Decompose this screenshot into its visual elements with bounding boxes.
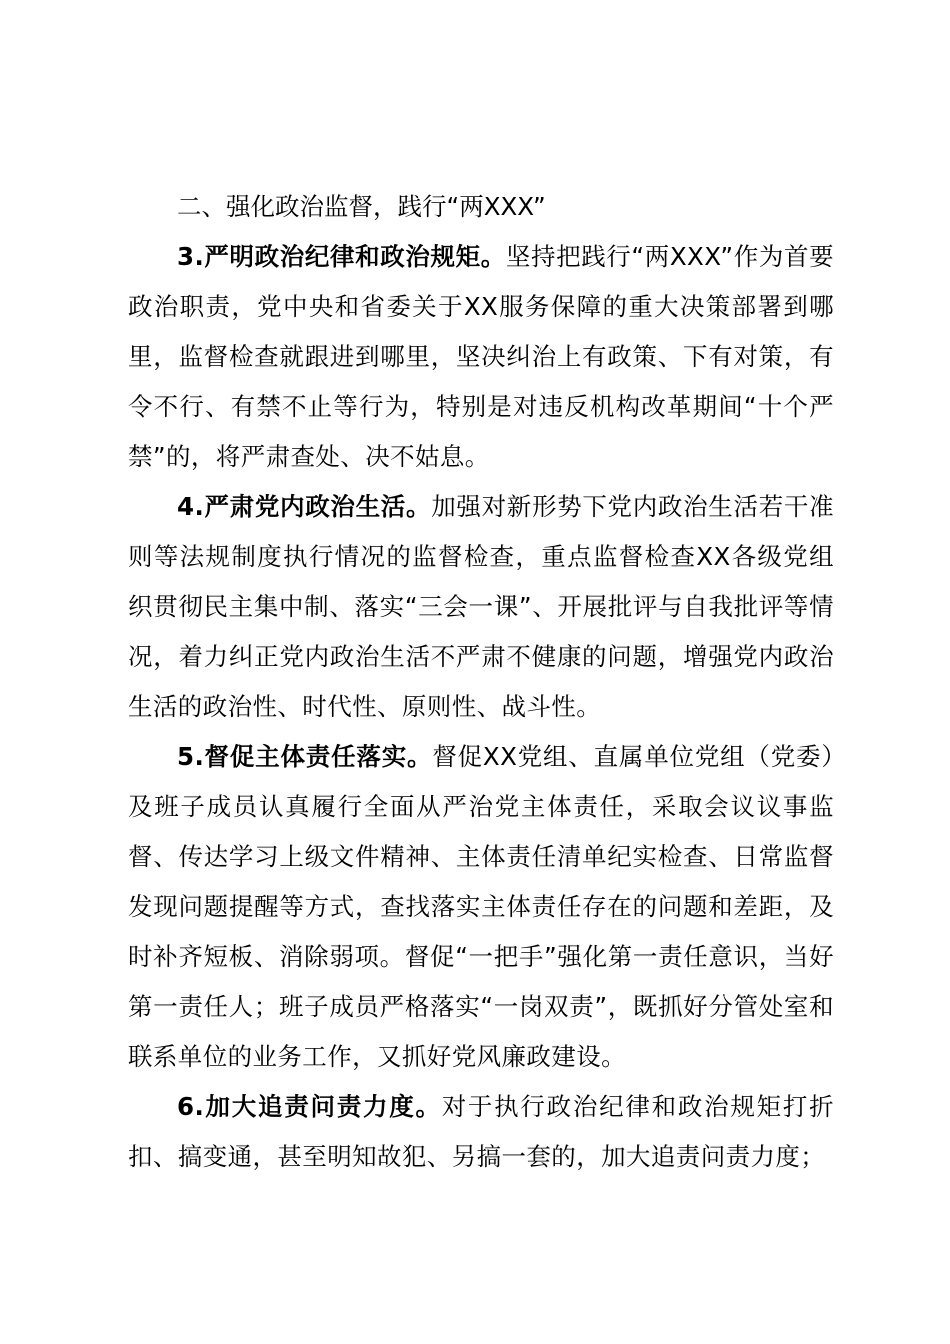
paragraph-lead: 6.加大追责问责力度。 — [177, 1092, 442, 1121]
paragraph-3 — [128, 232, 834, 482]
paragraph-lead: 5.督促主体责任落实。 — [177, 742, 433, 771]
paragraph-6 — [128, 1082, 834, 1182]
paragraph-4 — [128, 482, 834, 732]
document-body — [128, 182, 834, 1182]
paragraph-body: 对于执行政治纪律和政治规矩打折扣、搞变通，甚至明知故犯、另搞一套的，加大追责问责力度； — [128, 1092, 834, 1171]
paragraph-5 — [128, 732, 834, 1082]
paragraph-body: 督促XX党组、直属单位党组（党委）及班子成员认真履行全面从严治党主体责任，采取会议议事监督、传达学习上级文件精神、主体责任清单纪实检查、日常监督发现问题提醒等方式，查找落实主体责任存在的问题和差距，及时补齐短板、消除弱项。督促“一把手”强化第一责任意识，当好第一责任人；班子成员严格落实“一岗双责”，既抓好分管处室和联系单位的业务工作，又抓好党风廉政建设。 — [128, 742, 834, 1071]
section-heading: 二、强化政治监督，践行“两XXX” — [177, 192, 546, 221]
paragraph-body: 加强对新形势下党内政治生活若干准则等法规制度执行情况的监督检查，重点监督检查XX各级党组织贯彻民主集中制、落实“三会一课”、开展批评与自我批评等情况，着力纠正党内政治生活不严肃不健康的问题，增强党内政治生活的政治性、时代性、原则性、战斗性。 — [128, 492, 834, 721]
paragraph-body: 坚持把践行“两XXX”作为首要政治职责，党中央和省委关于XX服务保障的重大决策部署到哪里，监督检查就跟进到哪里，坚决纠治上有政策、下有对策，有令不行、有禁不止等行为，特别是对违反机构改革期间“十个严禁”的，将严肃查处、决不姑息。 — [128, 242, 834, 471]
paragraph-lead: 4.严肃党内政治生活。 — [177, 492, 432, 521]
paragraph-lead: 3.严明政治纪律和政治规矩。 — [177, 242, 506, 271]
